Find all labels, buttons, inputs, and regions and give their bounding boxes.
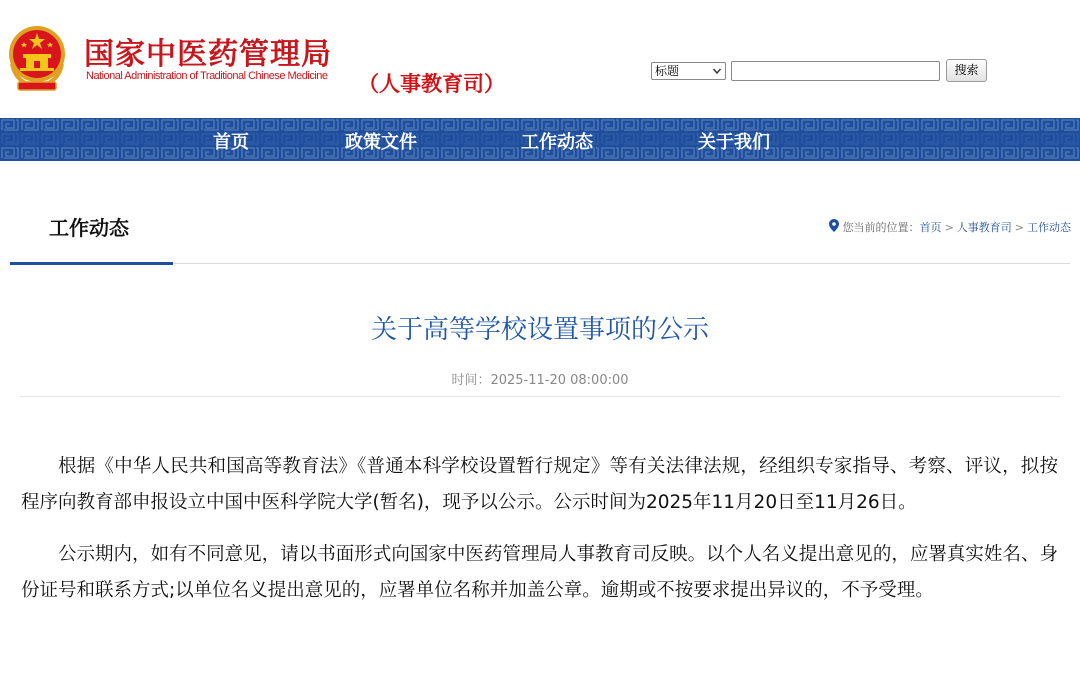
breadcrumb-separator: > (944, 221, 954, 234)
article-time: 时间：2025-11-20 08:00:00 (451, 373, 629, 388)
nav-item-about[interactable]: 关于我们 (698, 132, 770, 153)
article-body (21, 449, 1058, 625)
search-scope-value: 标题 (655, 64, 680, 78)
breadcrumb (829, 219, 1071, 235)
nav-item-policy[interactable]: 政策文件 (345, 132, 417, 153)
national-emblem-icon (6, 24, 68, 92)
search-scope-select[interactable] (651, 62, 726, 80)
site-title: 国家中医药管理局 (84, 37, 332, 72)
search-input[interactable] (731, 61, 940, 81)
breadcrumb-home[interactable]: 首页 (919, 221, 942, 234)
department-name: （人事教育司） (358, 72, 505, 96)
chevron-down-icon (712, 65, 722, 77)
breadcrumb-department[interactable]: 人事教育司 (956, 221, 1012, 234)
search-button[interactable]: 搜索 (946, 59, 987, 82)
article-divider (20, 396, 1060, 397)
breadcrumb-prefix: 您当前的位置： (842, 221, 920, 234)
nav-item-home[interactable]: 首页 (213, 132, 249, 153)
section-title: 工作动态 (49, 216, 129, 240)
article-title: 关于高等学校设置事项的公示 (370, 315, 709, 345)
main-nav (0, 118, 1080, 161)
location-pin-icon (829, 219, 839, 232)
section-active-underline (10, 262, 173, 265)
site-title-english: National Administration of Traditional Chinese Medicine (86, 70, 328, 82)
article-paragraph: 公示期内，如有不同意见，请以书面形式向国家中医药管理局人事教育司反映。以个人名义提出意见的，应署真实姓名、身份证号和联系方式;以单位名义提出意见的，应署单位名称并加盖公章。逾期或不按要求提出异议的，不予受理。 (21, 544, 1058, 601)
nav-item-news[interactable]: 工作动态 (521, 132, 593, 153)
breadcrumb-current[interactable]: 工作动态 (1027, 221, 1071, 234)
breadcrumb-separator: > (1014, 221, 1024, 234)
article-paragraph: 根据《中华人民共和国高等教育法》《普通本科学校设置暂行规定》等有关法律法规，经组织专家指导、考察、评议，拟按程序向教育部申报设立中国中医科学院大学(暂名)，现予以公示。公示时间为2025年11月20日至11月26日。 (21, 456, 1058, 513)
site-header (0, 0, 1080, 118)
